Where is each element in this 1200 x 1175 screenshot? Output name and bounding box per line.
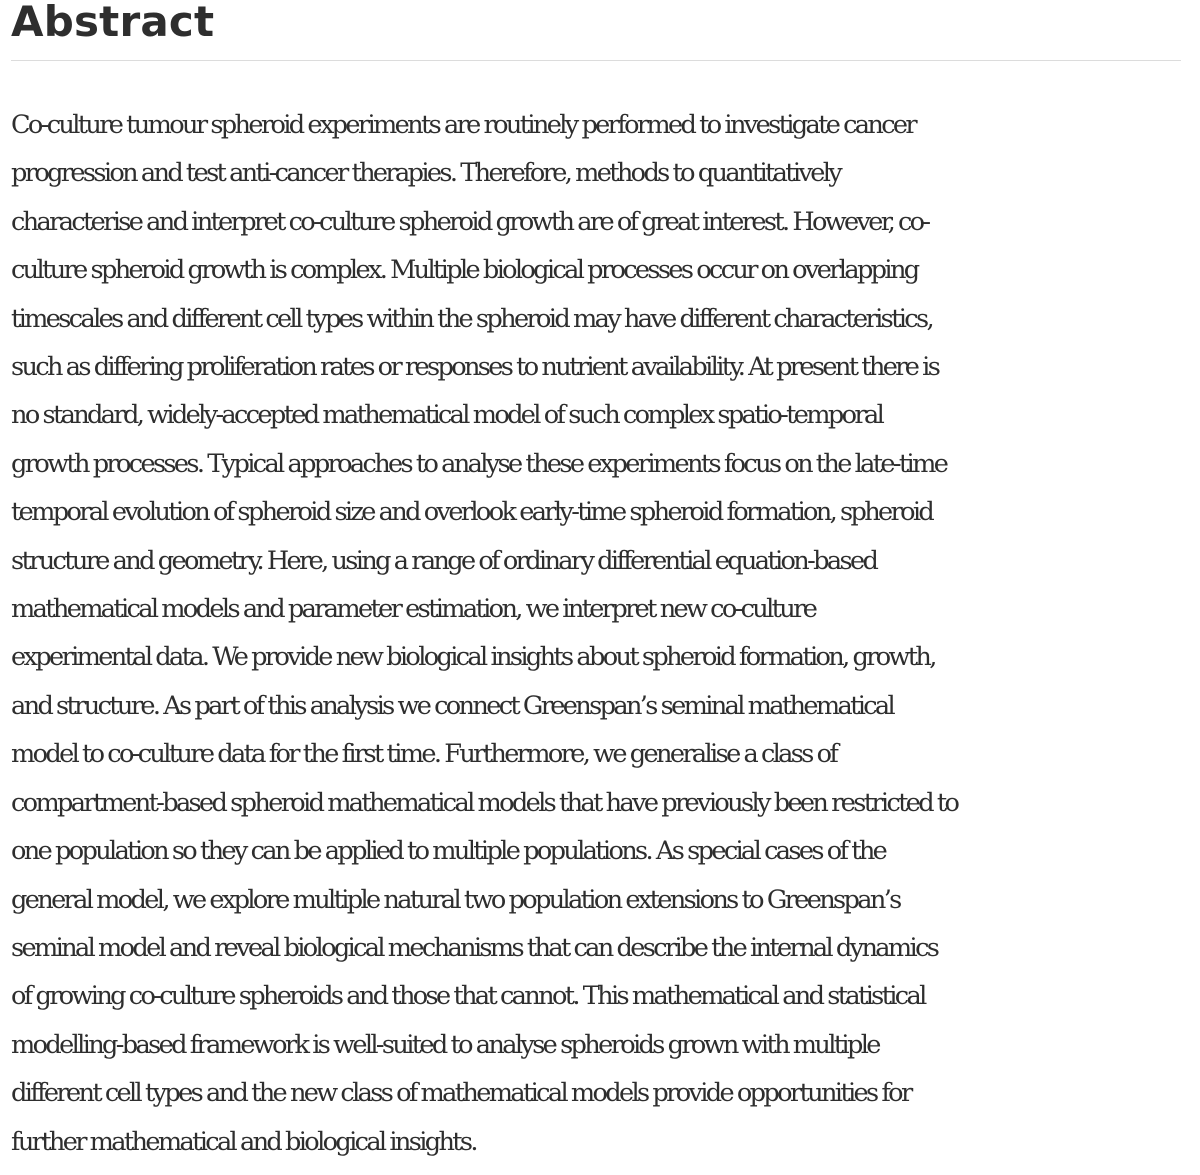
abstract-line: one population so they can be applied to multiple populations. As special cases of the (11, 836, 886, 867)
abstract-line: culture spheroid growth is complex. Multiple biological processes occur on overlapping (11, 255, 918, 286)
abstract-line: experimental data. We provide new biological insights about spheroid formation, growth, (11, 642, 935, 673)
abstract-line: timescales and different cell types within the spheroid may have different characteristics, (11, 303, 932, 334)
abstract-line: different cell types and the new class of mathematical models provide opportunities for (11, 1078, 911, 1109)
abstract-section (11, 0, 1181, 1166)
abstract-line: further mathematical and biological insights. (11, 1126, 476, 1157)
abstract-line: of growing co-culture spheroids and those that cannot. This mathematical and statistical (11, 981, 925, 1012)
abstract-heading: Abstract (11, 0, 215, 46)
abstract-line: structure and geometry. Here, using a range of ordinary differential equation-based (11, 545, 877, 576)
abstract-line: and structure. As part of this analysis we connect Greenspan’s seminal mathematical (11, 690, 894, 721)
abstract-line: general model, we explore multiple natural two population extensions to Greenspan’s (11, 884, 900, 915)
abstract-line: no standard, widely-accepted mathematical model of such complex spatio-temporal (11, 400, 883, 431)
abstract-line: such as differing proliferation rates or responses to nutrient availability. At present there is (11, 352, 939, 383)
abstract-line: characterise and interpret co-culture spheroid growth are of great interest. However, co- (11, 206, 929, 237)
abstract-line: mathematical models and parameter estimation, we interpret new co-culture (11, 594, 816, 625)
abstract-line: Co-culture tumour spheroid experiments are routinely performed to investigate cancer (11, 110, 916, 140)
abstract-line: seminal model and reveal biological mechanisms that can describe the internal dynamics (11, 932, 938, 963)
abstract-line: model to co-culture data for the first time. Furthermore, we generalise a class of (11, 739, 837, 770)
abstract-line: compartment-based spheroid mathematical models that have previously been restricted to (11, 787, 958, 818)
abstract-line: temporal evolution of spheroid size and overlook early-time spheroid formation, spheroid (11, 497, 933, 528)
abstract-line: progression and test anti-cancer therapies. Therefore, methods to quantitatively (11, 158, 841, 189)
abstract-line: modelling-based framework is well-suited to analyse spheroids grown with multiple (11, 1029, 879, 1060)
heading-divider (11, 60, 1181, 61)
abstract-line: growth processes. Typical approaches to analyse these experiments focus on the late-time (11, 448, 947, 479)
abstract-paragraph (11, 101, 1181, 1166)
